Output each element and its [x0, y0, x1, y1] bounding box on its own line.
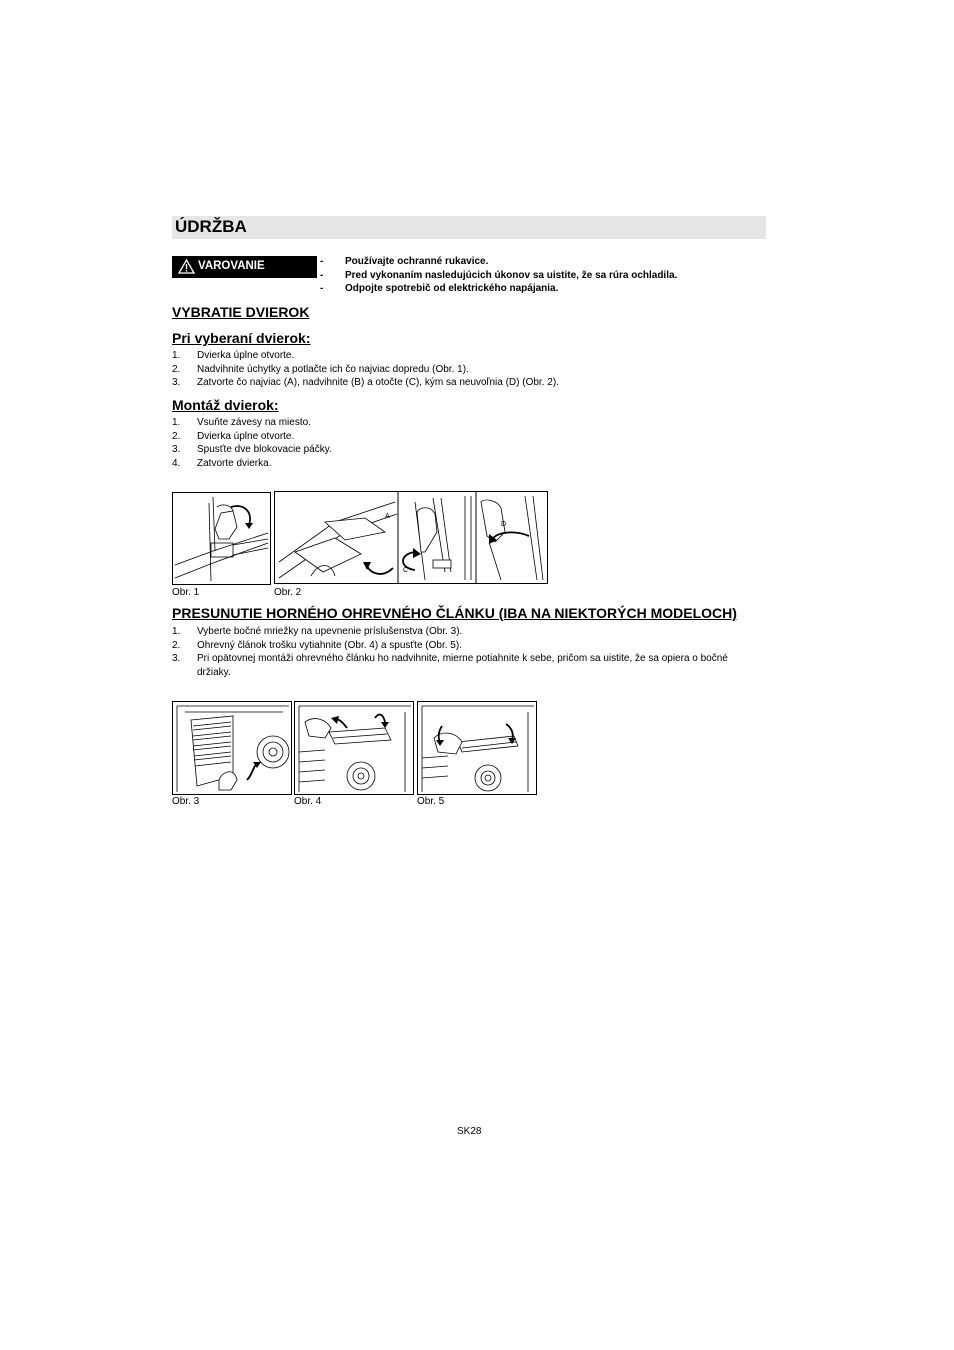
door-removal-heading: VYBRATIE DVIEROK — [172, 304, 310, 320]
figure-3-caption: Obr. 3 — [172, 796, 200, 807]
list-item — [172, 376, 763, 390]
figure-5-caption: Obr. 5 — [417, 796, 445, 807]
side-rack-illustration — [173, 702, 291, 794]
step-text: Dvierka úplne otvorte. — [197, 430, 295, 442]
step-text: Spusťte dve blokovacie páčky. — [197, 444, 332, 456]
remove-door-steps — [172, 349, 763, 390]
bullet-dash: - — [320, 256, 324, 267]
list-item — [320, 255, 677, 269]
list-item — [172, 652, 763, 679]
warning-triangle-icon — [178, 259, 195, 279]
remove-door-subheading: Pri vyberaní dvierok: — [172, 330, 311, 346]
heating-element-pull-illustration — [295, 702, 413, 794]
bullet-dash: - — [320, 283, 324, 295]
label-d: D — [501, 521, 507, 528]
step-text: Zatvorte čo najviac (A), nadvihnite (B) a otočte (C), kým sa neuvoľnia (D) (Obr. 2). — [197, 377, 559, 389]
step-number: 2. — [172, 430, 181, 442]
warning-badge — [172, 256, 317, 278]
mount-door-subheading: Montáž dvierok: — [172, 397, 279, 413]
figure-4-pull-element — [294, 701, 414, 795]
pull-arrow-icon — [331, 715, 389, 728]
step-text: Zatvorte dvierka. — [197, 457, 272, 469]
list-item — [172, 349, 763, 363]
step-text: Ohrevný článok trošku vytiahnite (Obr. 4) a spusťte (Obr. 5). — [197, 639, 462, 651]
step-number: 1. — [172, 350, 181, 361]
figure-2-door-removal — [274, 491, 548, 584]
step-number: 4. — [172, 457, 181, 469]
list-item — [172, 639, 763, 653]
bullet-dash: - — [320, 269, 324, 281]
rotate-arrow-icon — [403, 548, 421, 570]
step-number: 2. — [172, 639, 181, 651]
step-text: Nadvihnite úchytky a potlačte ich čo najviac dopredu (Obr. 1). — [197, 363, 469, 375]
warning-item-text: Používajte ochranné rukavice. — [345, 256, 489, 267]
label-a: A — [385, 513, 390, 520]
warning-label: VAROVANIE — [198, 260, 265, 272]
step-text: Dvierka úplne otvorte. — [197, 350, 295, 361]
page-number: SK28 — [457, 1126, 482, 1137]
figure-3-side-racks — [172, 701, 292, 795]
step-number: 1. — [172, 417, 181, 428]
step-number: 3. — [172, 444, 181, 456]
figure-1-caption: Obr. 1 — [172, 587, 200, 598]
section-header-bar — [172, 216, 766, 239]
mount-door-steps — [172, 416, 763, 470]
figure-2-caption: Obr. 2 — [274, 587, 302, 598]
step-text: Vsuňte závesy na miesto. — [197, 417, 311, 428]
heating-element-lower-illustration — [418, 702, 536, 794]
warning-item-text: Pred vykonaním nasledujúcich úkonov sa uistite, že sa rúra ochladila. — [345, 269, 678, 281]
list-item — [172, 625, 763, 639]
list-item — [172, 416, 763, 430]
heating-element-heading: PRESUNUTIE HORNÉHO OHREVNÉHO ČLÁNKU (IBA NA NIEKTORÝCH MODELOCH) — [172, 605, 737, 621]
step-number: 3. — [172, 377, 181, 389]
curved-arrow-icon — [363, 562, 393, 574]
section-title: ÚDRŽBA — [175, 217, 247, 236]
step-number: 2. — [172, 363, 181, 375]
hinge-illustration — [173, 493, 270, 584]
heating-element-steps — [172, 625, 763, 679]
list-item — [172, 457, 763, 471]
list-item — [172, 443, 763, 457]
list-item — [320, 269, 677, 283]
door-removal-illustration — [275, 492, 547, 583]
step-number: 3. — [172, 653, 181, 665]
warning-item-text: Odpojte spotrebič od elektrického napájania. — [345, 283, 559, 295]
curved-arrow-icon — [247, 762, 261, 780]
list-item — [172, 363, 763, 377]
warning-list — [320, 255, 677, 296]
figure-5-lower-element — [417, 701, 537, 795]
list-item — [320, 282, 677, 296]
step-text: Vyberte bočné mriežky na upevnenie príslušenstva (Obr. 3). — [197, 626, 463, 637]
step-number: 1. — [172, 626, 181, 637]
label-c: C — [403, 567, 409, 574]
step-text: Pri opätovnej montáži ohrevného článku ho nadvihnite, mierne potiahnite k sebe, pričom sa uistite, že sa opiera o bočné držiaky. — [197, 653, 728, 678]
figure-1-hinge — [172, 492, 271, 585]
figure-4-caption: Obr. 4 — [294, 796, 322, 807]
list-item — [172, 430, 763, 444]
